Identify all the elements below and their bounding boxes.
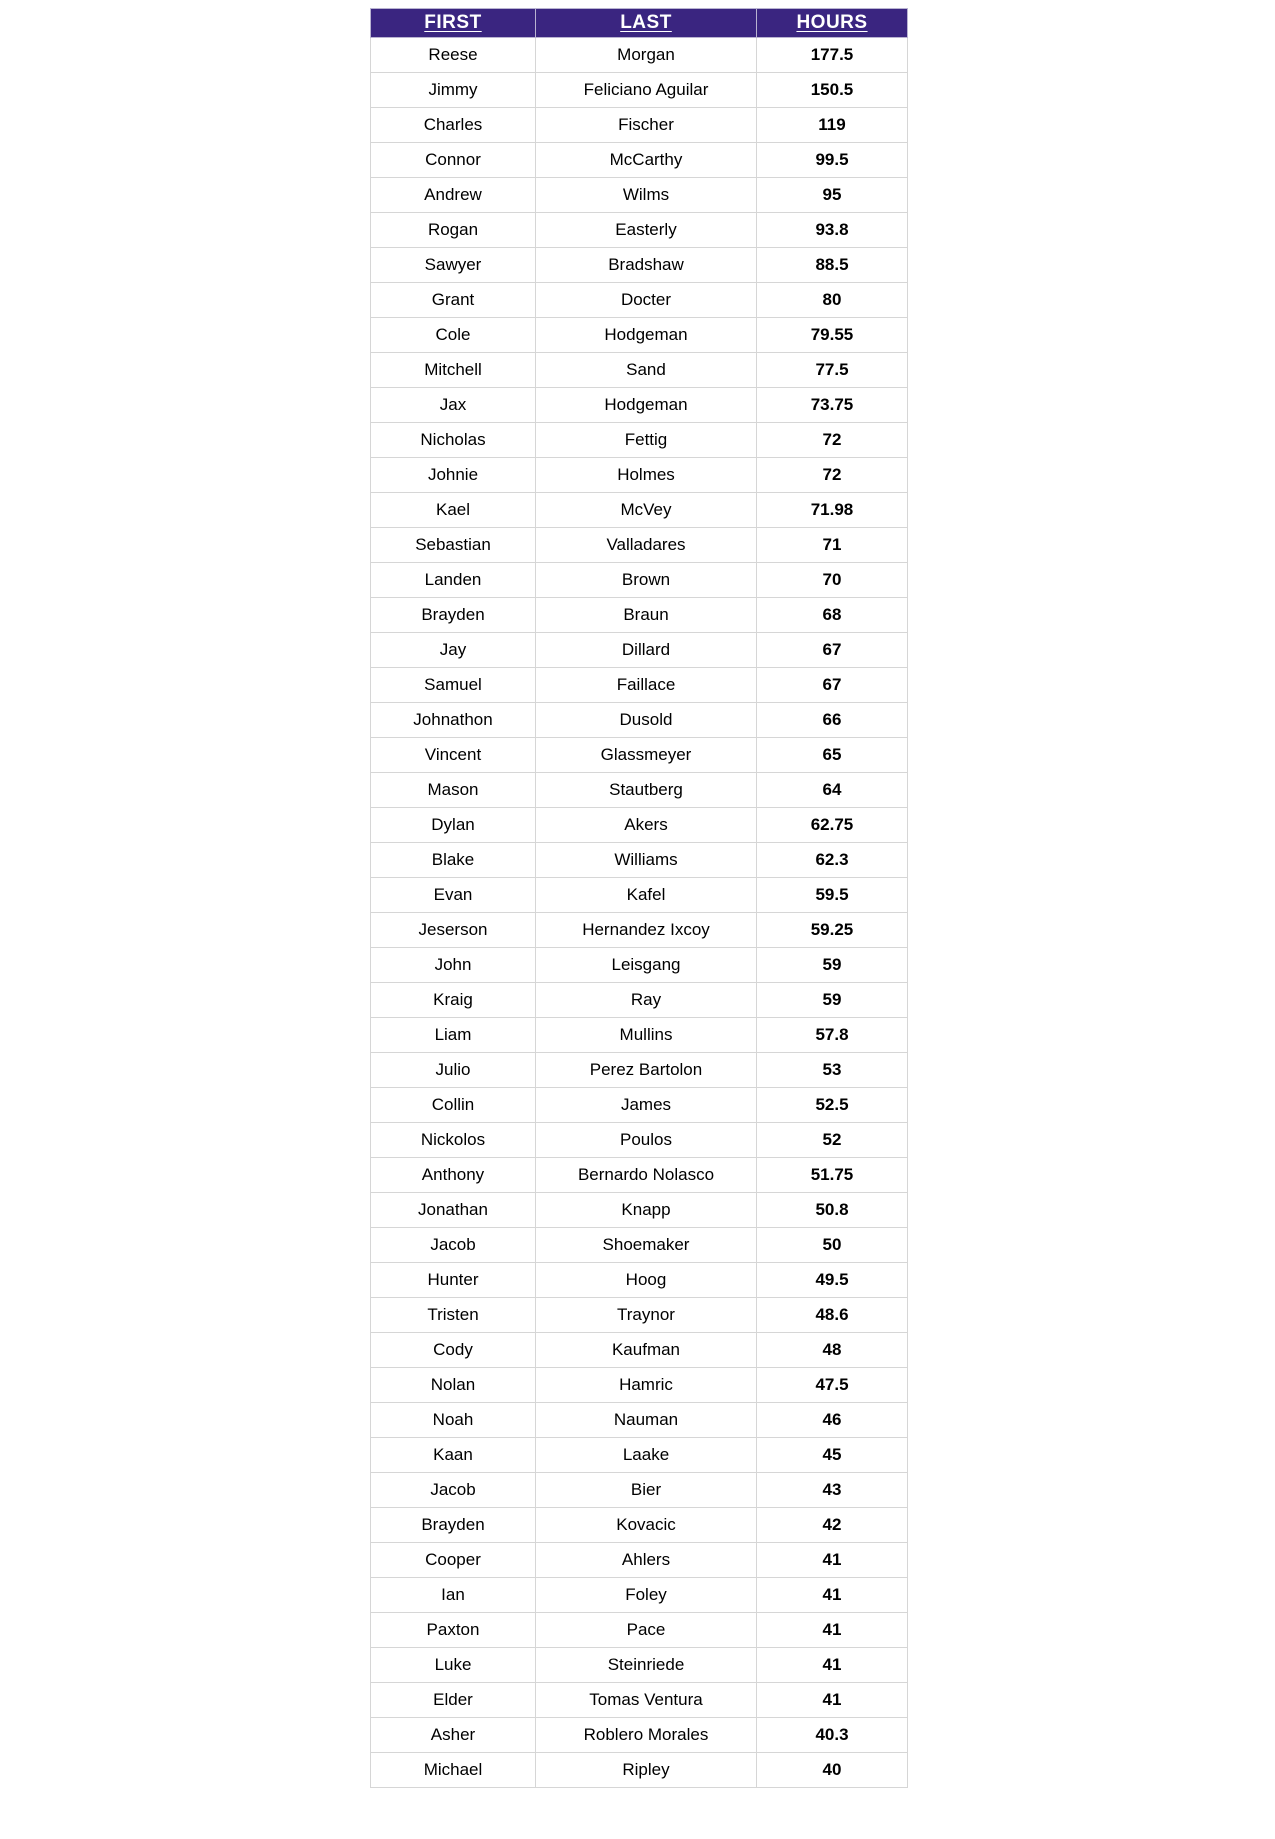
first-cell: Jeserson (371, 913, 536, 948)
last-cell: Ripley (536, 1753, 757, 1788)
hours-cell: 59 (757, 948, 908, 983)
hours-cell: 71 (757, 528, 908, 563)
hours-cell: 68 (757, 598, 908, 633)
first-cell: Sawyer (371, 248, 536, 283)
last-cell: Poulos (536, 1123, 757, 1158)
first-cell: Mason (371, 773, 536, 808)
hours-cell: 41 (757, 1543, 908, 1578)
first-cell: Nicholas (371, 423, 536, 458)
first-cell: Tristen (371, 1298, 536, 1333)
table-row (371, 1018, 908, 1053)
table-row (371, 1333, 908, 1368)
table-row (371, 38, 908, 73)
hours-cell: 46 (757, 1403, 908, 1438)
first-cell: Grant (371, 283, 536, 318)
last-cell: Nauman (536, 1403, 757, 1438)
hours-cell: 51.75 (757, 1158, 908, 1193)
hours-cell: 72 (757, 423, 908, 458)
hours-cell: 57.8 (757, 1018, 908, 1053)
last-cell: Easterly (536, 213, 757, 248)
table-row (371, 1578, 908, 1613)
hours-cell: 70 (757, 563, 908, 598)
hours-cell: 53 (757, 1053, 908, 1088)
table-row (371, 73, 908, 108)
first-cell: Sebastian (371, 528, 536, 563)
last-cell: Bier (536, 1473, 757, 1508)
last-cell: Dusold (536, 703, 757, 738)
first-cell: Jonathan (371, 1193, 536, 1228)
table-row (371, 913, 908, 948)
hours-cell: 40 (757, 1753, 908, 1788)
hours-cell: 79.55 (757, 318, 908, 353)
last-cell: Faillace (536, 668, 757, 703)
last-cell: Mullins (536, 1018, 757, 1053)
first-cell: Reese (371, 38, 536, 73)
first-cell: Blake (371, 843, 536, 878)
header-hours[interactable]: HOURS (757, 9, 908, 38)
first-cell: Kael (371, 493, 536, 528)
last-cell: Steinriede (536, 1648, 757, 1683)
hours-cell: 59 (757, 983, 908, 1018)
first-cell: Cole (371, 318, 536, 353)
first-cell: Kraig (371, 983, 536, 1018)
hours-cell: 50 (757, 1228, 908, 1263)
first-cell: Noah (371, 1403, 536, 1438)
hours-cell: 88.5 (757, 248, 908, 283)
table-row (371, 773, 908, 808)
hours-cell: 41 (757, 1613, 908, 1648)
hours-cell: 95 (757, 178, 908, 213)
table-row (371, 878, 908, 913)
hours-cell: 119 (757, 108, 908, 143)
last-cell: Hodgeman (536, 388, 757, 423)
first-cell: Andrew (371, 178, 536, 213)
table-row (371, 143, 908, 178)
table-row (371, 353, 908, 388)
table-row (371, 948, 908, 983)
table-row (371, 703, 908, 738)
table-row (371, 493, 908, 528)
first-cell: Jimmy (371, 73, 536, 108)
table-row (371, 563, 908, 598)
hours-cell: 150.5 (757, 73, 908, 108)
first-cell: Jacob (371, 1228, 536, 1263)
first-cell: Landen (371, 563, 536, 598)
last-cell: Kaufman (536, 1333, 757, 1368)
table-row (371, 1228, 908, 1263)
last-cell: Shoemaker (536, 1228, 757, 1263)
table-row (371, 633, 908, 668)
last-cell: Fettig (536, 423, 757, 458)
first-cell: Charles (371, 108, 536, 143)
hours-cell: 47.5 (757, 1368, 908, 1403)
table-row (371, 1123, 908, 1158)
hours-cell: 52 (757, 1123, 908, 1158)
table-row (371, 1438, 908, 1473)
last-cell: Morgan (536, 38, 757, 73)
first-cell: Michael (371, 1753, 536, 1788)
first-cell: Collin (371, 1088, 536, 1123)
table-row (371, 318, 908, 353)
last-cell: Kovacic (536, 1508, 757, 1543)
table-row (371, 598, 908, 633)
hours-cell: 48.6 (757, 1298, 908, 1333)
last-cell: Hernandez Ixcoy (536, 913, 757, 948)
hours-cell: 49.5 (757, 1263, 908, 1298)
last-cell: Ray (536, 983, 757, 1018)
hours-cell: 99.5 (757, 143, 908, 178)
last-cell: Akers (536, 808, 757, 843)
last-cell: Tomas Ventura (536, 1683, 757, 1718)
last-cell: Roblero Morales (536, 1718, 757, 1753)
hours-cell: 59.5 (757, 878, 908, 913)
table-row (371, 1158, 908, 1193)
table-row (371, 1088, 908, 1123)
first-cell: Nolan (371, 1368, 536, 1403)
first-cell: Mitchell (371, 353, 536, 388)
last-cell: Sand (536, 353, 757, 388)
last-cell: Valladares (536, 528, 757, 563)
last-cell: Hamric (536, 1368, 757, 1403)
last-cell: Fischer (536, 108, 757, 143)
first-cell: Jacob (371, 1473, 536, 1508)
last-cell: Dillard (536, 633, 757, 668)
first-cell: Jax (371, 388, 536, 423)
hours-cell: 177.5 (757, 38, 908, 73)
table-row (371, 1368, 908, 1403)
table-body (371, 38, 908, 1788)
last-cell: Knapp (536, 1193, 757, 1228)
last-cell: McVey (536, 493, 757, 528)
hours-cell: 59.25 (757, 913, 908, 948)
first-cell: Nickolos (371, 1123, 536, 1158)
table-header (371, 9, 908, 38)
last-cell: Wilms (536, 178, 757, 213)
first-cell: Brayden (371, 1508, 536, 1543)
table-row (371, 1298, 908, 1333)
hours-cell: 41 (757, 1578, 908, 1613)
header-last[interactable]: LAST (536, 9, 757, 38)
last-cell: Feliciano Aguilar (536, 73, 757, 108)
hours-cell: 67 (757, 668, 908, 703)
table-row (371, 808, 908, 843)
table-row (371, 1263, 908, 1298)
first-cell: Evan (371, 878, 536, 913)
table-row (371, 423, 908, 458)
table-row (371, 1753, 908, 1788)
first-cell: Samuel (371, 668, 536, 703)
last-cell: Glassmeyer (536, 738, 757, 773)
hours-cell: 41 (757, 1648, 908, 1683)
table-row (371, 1543, 908, 1578)
first-cell: John (371, 948, 536, 983)
hours-cell: 40.3 (757, 1718, 908, 1753)
hours-cell: 72 (757, 458, 908, 493)
last-cell: Williams (536, 843, 757, 878)
table-row (371, 458, 908, 493)
first-cell: Brayden (371, 598, 536, 633)
last-cell: Braun (536, 598, 757, 633)
first-cell: Connor (371, 143, 536, 178)
table-row (371, 388, 908, 423)
last-cell: Hoog (536, 1263, 757, 1298)
last-cell: Bradshaw (536, 248, 757, 283)
last-cell: Ahlers (536, 1543, 757, 1578)
hours-cell: 52.5 (757, 1088, 908, 1123)
hours-table (370, 8, 908, 1788)
table-row (371, 1508, 908, 1543)
table-row (371, 1648, 908, 1683)
first-cell: Asher (371, 1718, 536, 1753)
first-cell: Johnie (371, 458, 536, 493)
table-row (371, 1473, 908, 1508)
last-cell: Perez Bartolon (536, 1053, 757, 1088)
table-row (371, 108, 908, 143)
first-cell: Julio (371, 1053, 536, 1088)
last-cell: Hodgeman (536, 318, 757, 353)
last-cell: Leisgang (536, 948, 757, 983)
first-cell: Kaan (371, 1438, 536, 1473)
hours-cell: 67 (757, 633, 908, 668)
hours-cell: 62.75 (757, 808, 908, 843)
first-cell: Anthony (371, 1158, 536, 1193)
first-cell: Cody (371, 1333, 536, 1368)
header-first[interactable]: FIRST (371, 9, 536, 38)
first-cell: Jay (371, 633, 536, 668)
first-cell: Johnathon (371, 703, 536, 738)
table-row (371, 1193, 908, 1228)
last-cell: James (536, 1088, 757, 1123)
last-cell: Brown (536, 563, 757, 598)
last-cell: Foley (536, 1578, 757, 1613)
hours-cell: 48 (757, 1333, 908, 1368)
table-row (371, 1613, 908, 1648)
table-row (371, 528, 908, 563)
hours-cell: 64 (757, 773, 908, 808)
hours-cell: 65 (757, 738, 908, 773)
first-cell: Paxton (371, 1613, 536, 1648)
hours-cell: 71.98 (757, 493, 908, 528)
first-cell: Elder (371, 1683, 536, 1718)
first-cell: Dylan (371, 808, 536, 843)
header-row (371, 9, 908, 38)
hours-cell: 50.8 (757, 1193, 908, 1228)
hours-cell: 45 (757, 1438, 908, 1473)
table-row (371, 1403, 908, 1438)
hours-cell: 77.5 (757, 353, 908, 388)
last-cell: Stautberg (536, 773, 757, 808)
last-cell: Docter (536, 283, 757, 318)
hours-cell: 66 (757, 703, 908, 738)
table-row (371, 1053, 908, 1088)
table-row (371, 178, 908, 213)
last-cell: Traynor (536, 1298, 757, 1333)
hours-cell: 43 (757, 1473, 908, 1508)
first-cell: Ian (371, 1578, 536, 1613)
table-row (371, 213, 908, 248)
table-row (371, 1718, 908, 1753)
table-row (371, 983, 908, 1018)
table-row (371, 738, 908, 773)
first-cell: Luke (371, 1648, 536, 1683)
last-cell: Kafel (536, 878, 757, 913)
first-cell: Cooper (371, 1543, 536, 1578)
first-cell: Vincent (371, 738, 536, 773)
table-row (371, 843, 908, 878)
last-cell: Bernardo Nolasco (536, 1158, 757, 1193)
hours-cell: 41 (757, 1683, 908, 1718)
table-row (371, 1683, 908, 1718)
hours-cell: 42 (757, 1508, 908, 1543)
hours-cell: 93.8 (757, 213, 908, 248)
hours-cell: 62.3 (757, 843, 908, 878)
last-cell: McCarthy (536, 143, 757, 178)
last-cell: Laake (536, 1438, 757, 1473)
table-row (371, 668, 908, 703)
first-cell: Rogan (371, 213, 536, 248)
hours-cell: 73.75 (757, 388, 908, 423)
table-row (371, 248, 908, 283)
last-cell: Pace (536, 1613, 757, 1648)
hours-cell: 80 (757, 283, 908, 318)
first-cell: Liam (371, 1018, 536, 1053)
table-row (371, 283, 908, 318)
last-cell: Holmes (536, 458, 757, 493)
first-cell: Hunter (371, 1263, 536, 1298)
